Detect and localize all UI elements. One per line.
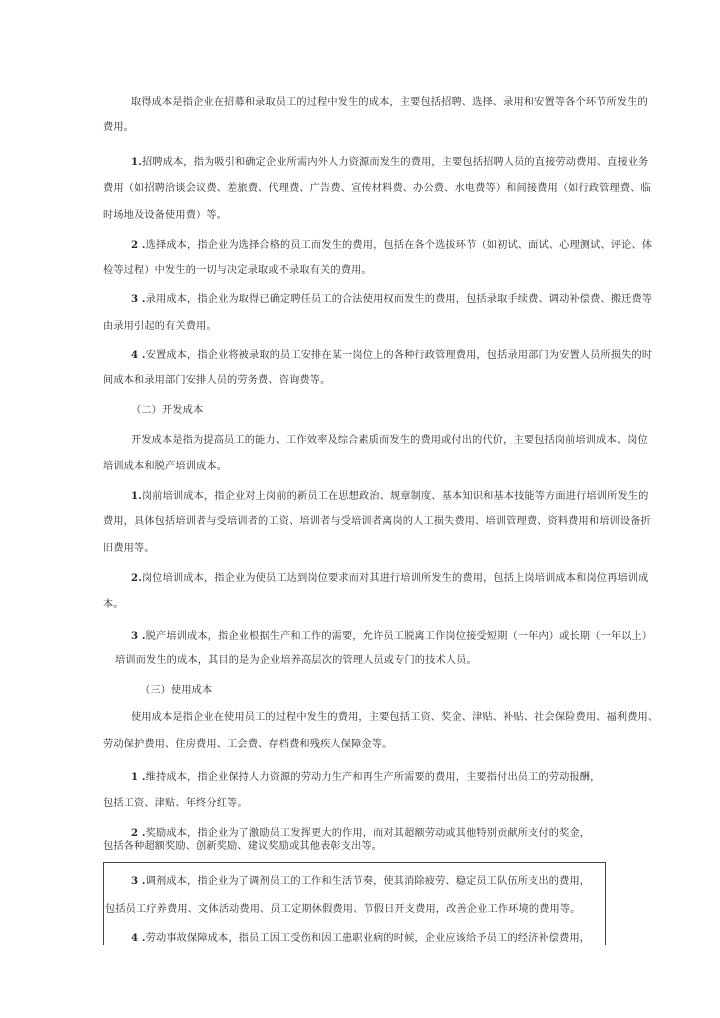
text-line: 1.岗前培训成本，指企业对上岗前的新员工在思想政治、规章制度、基本知识和基本技能等方面进行培训所发生的 xyxy=(131,490,649,502)
text-line: 检等过程）中发生的一切与决定录取或不录取有关的费用。 xyxy=(103,265,372,276)
text-line: 3 .调剂成本，指企业为了调剂员工的工作和生活节奏，使其消除疲劳、稳定员工队伍所支出的费用， xyxy=(131,875,591,887)
text-line: 劳动保护费用、住房费用、工会费、存档费和残疾人保障金等。 xyxy=(103,739,393,750)
text-line: 由录用引起的有关费用。 xyxy=(103,321,217,332)
item-number: 1 . xyxy=(131,771,146,783)
text-line: 费用，具体包括培训者与受培训者的工资、培训者与受培训者离岗的人工损失费用、培训管理费、资料费用和培训设备折 xyxy=(103,516,651,527)
item-number: 1. xyxy=(131,490,142,502)
text-line: 包括工资、津贴、年终分红等。 xyxy=(103,798,248,809)
text-line: 费用（如招聘洽谈会议费、差旅费、代理费、广告费、宣传材料费、办公费、水电费等）和间接费用（如行政管理费、临 xyxy=(103,183,651,194)
text-line: 使用成本是指企业在使用员工的过程中发生的费用，主要包括工资、奖金、津贴、补贴、社会保险费用、福利费用、 xyxy=(131,712,659,723)
item-number: 2 . xyxy=(131,827,146,839)
item-number: 1. xyxy=(131,156,142,168)
text-line: 1 .维持成本，指企业保持人力资源的劳动力生产和再生产所需要的费用，主要指付出员工的劳动报酬， xyxy=(131,771,601,783)
text-line: 培训成本和脱产培训成本。 xyxy=(103,461,228,472)
text-line: 培训而发生的成本，其目的是为企业培养高层次的管理人员或专门的技术人员。 xyxy=(115,655,477,666)
item-number: 3 . xyxy=(131,875,146,887)
text-line: 4 .劳动事故保障成本，指员工因工受伤和因工患职业病的时候，企业应该给予员工的经济补偿费用， xyxy=(131,932,591,944)
item-number: 4 . xyxy=(131,349,146,361)
text-line: 时场地及设备使用费）等。 xyxy=(103,210,228,221)
item-number: 4 . xyxy=(131,932,146,944)
text-line: 费用。 xyxy=(103,122,135,133)
text-line: 间成本和录用部门安排人员的劳务费、咨询费等。 xyxy=(103,375,331,386)
text-line: 包括各种超额奖励、创新奖励、建议奖励或其他表彰支出等。 xyxy=(103,841,383,852)
text-line: 2.岗位培训成本，指企业为使员工达到岗位要求而对其进行培训所发生的费用，包括上岗培训成本和岗位再培训成 xyxy=(131,572,649,584)
text-line: 取得成本是指企业在招募和录取员工的过程中发生的成本，主要包括招聘、选择、录用和安置等各个环节所发生的 xyxy=(131,97,648,108)
item-number: 3 . xyxy=(131,293,146,305)
text-line: 旧费用等。 xyxy=(103,543,155,554)
text-line: 3 .录用成本，指企业为取得已确定聘任员工的合法使用权而发生的费用，包括录取手续费、调动补偿费、搬迁费等 xyxy=(131,293,653,305)
text-line: 2 .选择成本，指企业为选择合格的员工而发生的费用，包括在各个选拔环节（如初试、面试、心理测试、评论、体 xyxy=(131,239,653,251)
text-line: 4 .安置成本，指企业将被录取的员工安排在某一岗位上的各种行政管理费用，包括录用部门为安置人员所损失的时 xyxy=(131,349,653,361)
section-heading: （二）开发成本 xyxy=(131,405,204,416)
text-line: 本。 xyxy=(103,599,124,610)
text-line: 包括员工疗养费用、文体活动费用、员工定期休假费用、节假日开支费用，改善企业工作环境的费用等。 xyxy=(105,904,581,915)
section-heading: （三）使用成本 xyxy=(140,685,213,696)
text-line: 1.招聘成本，指为吸引和确定企业所需内外人力资源而发生的费用，主要包括招聘人员的直接劳动费用、直接业务 xyxy=(131,156,649,168)
text-line: 开发成本是指为提高员工的能力、工作效率及综合素质而发生的费用或付出的代价，主要包括岗前培训成本、岗位 xyxy=(131,435,648,446)
text-line: 3 .脱产培训成本，指企业根据生产和工作的需要，允许员工脱离工作岗位接受短期（一年内）或长期（一年以上） xyxy=(131,630,653,642)
item-number: 2. xyxy=(131,572,142,584)
text-line: 2 .奖励成本，指企业为了激励员工发挥更大的作用，而对其超额劳动或其他特别贡献所支付的奖金， xyxy=(131,827,591,839)
item-number: 3 . xyxy=(131,630,146,642)
item-number: 2 . xyxy=(131,239,146,251)
